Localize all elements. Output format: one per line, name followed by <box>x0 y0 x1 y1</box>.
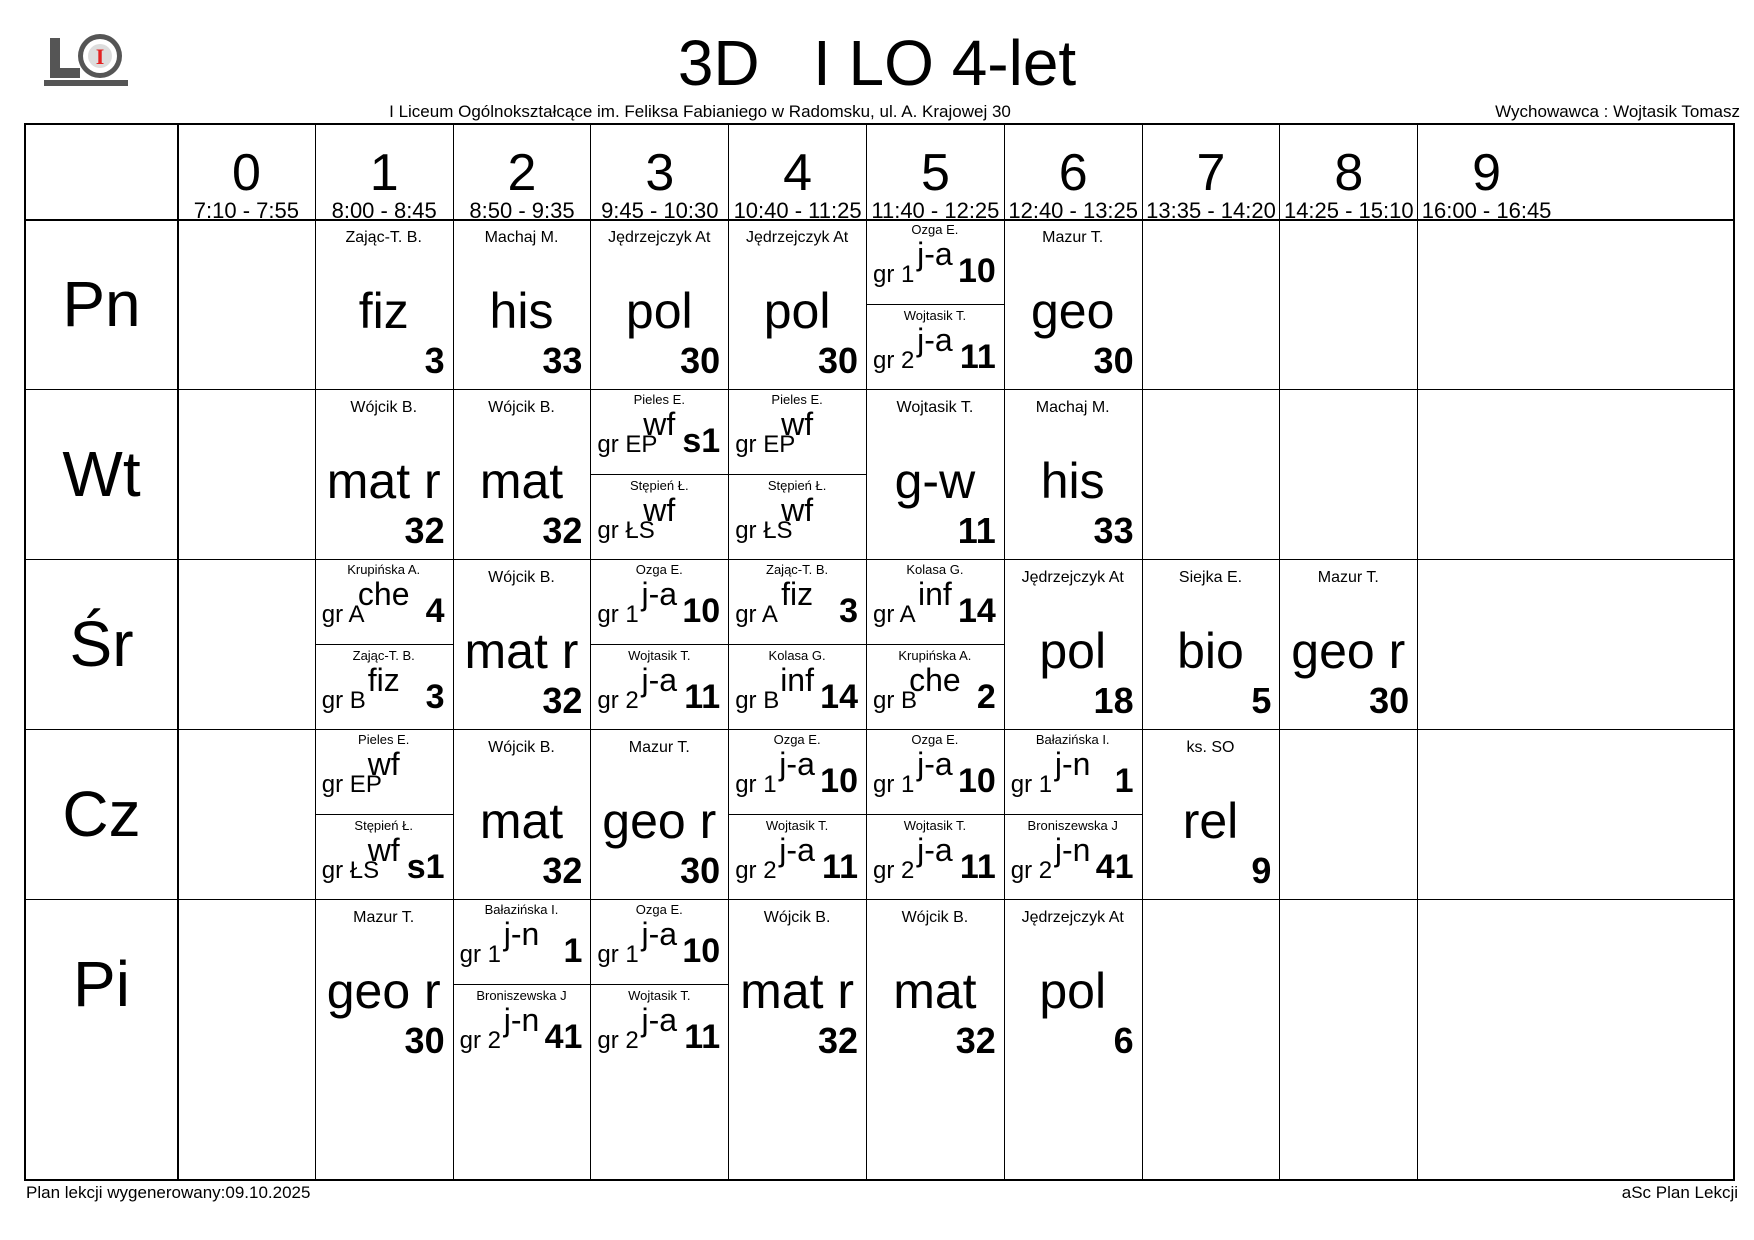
group-label: gr ŁS <box>735 517 793 544</box>
room-number: 32 <box>542 510 583 551</box>
lesson-group-cell <box>728 474 866 559</box>
teacher-name: Wojtasik T. <box>903 818 967 833</box>
teacher-name: Ozga E. <box>911 732 959 747</box>
generated-date: Plan lekcji wygenerowany:09.10.2025 <box>26 1183 311 1202</box>
grid-divider <box>1417 219 1418 1179</box>
svg-text:I: I <box>95 44 105 69</box>
room-number: 3 <box>424 340 445 381</box>
period-time: 8:50 - 9:35 <box>469 198 575 223</box>
group-label: gr B <box>873 687 918 714</box>
group-label: gr 1 <box>459 941 501 968</box>
teacher-name: Krupińska A. <box>347 562 421 577</box>
subject-name: mat <box>479 793 564 849</box>
room-number: 10 <box>682 932 721 970</box>
lesson-group-cell <box>590 474 728 559</box>
group-label: gr B <box>735 687 780 714</box>
group-label: gr ŁS <box>597 517 655 544</box>
subject-name: inf <box>918 576 952 612</box>
period-header <box>1142 125 1280 223</box>
subject-name: geo r <box>602 793 717 849</box>
period-header <box>177 125 315 223</box>
group-label: gr B <box>321 687 366 714</box>
subject-name: j-a <box>779 832 815 868</box>
timetable-grid <box>24 123 1735 1181</box>
teacher-name: Wójcik B. <box>488 399 555 416</box>
subject-name: wf <box>643 406 676 442</box>
period-time: 16:00 - 16:45 <box>1421 198 1552 223</box>
teacher-name: Krupińska A. <box>898 648 972 663</box>
group-label: gr 2 <box>735 857 777 884</box>
subject-name: j-a <box>917 832 953 868</box>
subject-name: mat r <box>464 623 579 679</box>
period-time: 13:35 - 14:20 <box>1146 198 1276 223</box>
day-label: Śr <box>69 608 134 680</box>
group-label: gr 1 <box>873 261 915 288</box>
lesson-cell <box>866 899 1004 1069</box>
teacher-name: Wojtasik T. <box>628 988 691 1003</box>
period-time: 8:00 - 8:45 <box>331 198 437 223</box>
app-name: aSc Plan Lekcji <box>1621 1183 1738 1202</box>
lesson-group-cell <box>728 559 866 644</box>
page-title: 3D I LO 4-let <box>677 27 1077 99</box>
subject-name: mat r <box>740 963 855 1019</box>
subject-name: geo r <box>326 963 441 1019</box>
teacher-name: Ozga E. <box>635 902 683 917</box>
teacher-name: Zając-T. B. <box>345 229 422 246</box>
lesson-cell <box>453 219 591 389</box>
group-label: gr EP <box>735 431 796 458</box>
room-number: 11 <box>957 510 996 551</box>
room-number: 32 <box>404 510 445 551</box>
period-number: 4 <box>783 144 813 202</box>
lesson-group-cell <box>728 729 866 814</box>
teacher-name: Mazur T. <box>628 739 690 756</box>
group-label: gr A <box>735 601 778 628</box>
subject-name: j-a <box>641 916 678 952</box>
teacher-name: Bałazińska I. <box>1035 732 1110 747</box>
period-header <box>315 125 453 223</box>
room-number: 4 <box>425 592 445 630</box>
teacher-name: Jędrzejczyk At <box>1021 909 1124 926</box>
lesson-group-cell <box>453 984 591 1069</box>
group-label: gr 2 <box>873 857 915 884</box>
subject-name: j-a <box>641 1002 678 1038</box>
subject-name: j-a <box>917 746 953 782</box>
room-number: 32 <box>817 1020 858 1061</box>
school-info: I Liceum Ogólnokształcące im. Feliksa Fabianiego w Radomsku, ul. A. Krajowej 30 <box>389 102 1011 121</box>
period-header <box>1004 125 1142 223</box>
subject-name: wf <box>367 832 400 868</box>
lesson-group-cell <box>866 219 1004 304</box>
room-number: 14 <box>820 678 858 716</box>
subject-name: fiz <box>358 283 409 339</box>
teacher-name: Wojtasik T. <box>628 648 691 663</box>
teacher-name: Machaj M. <box>484 229 559 246</box>
room-number: 41 <box>544 1018 583 1056</box>
lesson-cell <box>315 899 453 1069</box>
lesson-cell <box>590 219 728 389</box>
room-number: 1 <box>1114 762 1134 800</box>
subject-name: his <box>489 283 554 339</box>
teacher-name: Kolasa G. <box>768 648 826 663</box>
subject-name: j-n <box>503 916 540 952</box>
lesson-cell <box>315 389 453 559</box>
subject-name: j-a <box>917 322 953 358</box>
lesson-cell <box>728 899 866 1069</box>
teacher-name: Stępień Ł. <box>630 478 689 493</box>
lesson-cell <box>866 389 1004 559</box>
room-number: 30 <box>680 850 721 891</box>
teacher-name: Wojtasik T. <box>896 399 974 416</box>
teacher-name: Wójcik B. <box>350 399 418 416</box>
subject-name: mat <box>893 963 977 1019</box>
lesson-group-cell <box>866 814 1004 899</box>
teacher-name: Wojtasik T. <box>903 308 967 323</box>
class-tutor: Wychowawca : Wojtasik Tomasz <box>1495 102 1740 121</box>
room-number: 11 <box>959 848 996 886</box>
day-label: Cz <box>62 778 141 850</box>
teacher-name: Wójcik B. <box>488 739 555 756</box>
room-number: 32 <box>955 1020 996 1061</box>
teacher-name: Broniszewska J <box>476 988 567 1003</box>
group-label: gr 2 <box>1010 857 1053 884</box>
group-label: gr 1 <box>1010 771 1053 798</box>
period-number: 8 <box>1334 144 1364 202</box>
group-label: gr 1 <box>735 771 777 798</box>
subject-name: j-n <box>1054 832 1091 868</box>
teacher-name: Zając-T. B. <box>352 648 415 663</box>
lesson-group-cell <box>1004 729 1142 814</box>
lesson-group-cell <box>866 729 1004 814</box>
lesson-group-cell <box>728 389 866 474</box>
room-number: 9 <box>1251 850 1272 891</box>
subject-name: his <box>1040 453 1105 509</box>
subject-name: g-w <box>894 453 976 509</box>
lesson-group-cell <box>590 559 728 644</box>
lesson-group-cell <box>315 729 453 814</box>
teacher-name: Ozga E. <box>773 732 821 747</box>
group-label: gr A <box>873 601 916 628</box>
period-number: 2 <box>507 144 537 202</box>
teacher-name: Wojtasik T. <box>765 818 829 833</box>
period-header <box>866 125 1004 223</box>
room-number: 30 <box>1093 340 1134 381</box>
subject-name: inf <box>780 662 814 698</box>
subject-name: j-a <box>641 576 678 612</box>
lesson-cell <box>453 389 591 559</box>
group-label: gr EP <box>321 771 382 798</box>
teacher-name: Jędrzejczyk At <box>1021 569 1124 586</box>
room-number: 30 <box>817 340 858 381</box>
period-number: 5 <box>920 144 950 202</box>
period-header <box>1279 125 1417 223</box>
room-number: 30 <box>404 1020 445 1061</box>
teacher-name: Pieles E. <box>633 392 685 407</box>
teacher-name: Pieles E. <box>358 732 410 747</box>
lesson-group-cell <box>866 304 1004 389</box>
subject-name: mat <box>479 453 564 509</box>
lesson-group-cell <box>590 984 728 1069</box>
period-time: 14:25 - 15:10 <box>1283 198 1414 223</box>
teacher-name: Mazur T. <box>1317 569 1379 586</box>
lesson-cell <box>1279 559 1417 729</box>
room-number: 14 <box>957 592 996 630</box>
lesson-group-cell <box>590 389 728 474</box>
subject-name: bio <box>1177 623 1244 679</box>
group-label: gr 1 <box>597 941 639 968</box>
subject-name: pol <box>1039 963 1107 1019</box>
group-label: gr A <box>321 601 365 628</box>
room-number: 11 <box>684 678 721 716</box>
teacher-name: Zając-T. B. <box>766 562 829 577</box>
period-time: 10:40 - 11:25 <box>733 198 862 223</box>
lesson-cell <box>1142 729 1280 899</box>
group-label: gr 2 <box>597 1027 639 1054</box>
room-number: 1 <box>563 932 583 970</box>
period-time: 11:40 - 12:25 <box>871 198 1000 223</box>
room-number: 3 <box>839 592 858 630</box>
subject-name: wf <box>643 492 676 528</box>
group-label: gr 2 <box>597 687 639 714</box>
group-label: gr 1 <box>597 601 639 628</box>
teacher-name: Bałazińska I. <box>484 902 559 917</box>
room-number: s1 <box>682 422 721 460</box>
room-number: 32 <box>542 850 583 891</box>
lesson-cell <box>1004 899 1142 1069</box>
subject-name: fiz <box>781 576 814 612</box>
room-number: 3 <box>425 678 445 716</box>
group-label: gr ŁS <box>321 857 380 884</box>
teacher-name: Jędrzejczyk At <box>608 229 711 246</box>
period-time: 12:40 - 13:25 <box>1008 198 1139 223</box>
group-label: gr 2 <box>873 347 915 374</box>
subject-name: j-a <box>917 236 953 272</box>
period-header <box>1417 125 1555 223</box>
period-number: 1 <box>369 144 399 202</box>
period-number: 0 <box>231 144 261 202</box>
lesson-cell <box>453 729 591 899</box>
group-label: gr 1 <box>873 771 915 798</box>
subject-name: j-n <box>1054 746 1091 782</box>
subject-name: wf <box>781 406 814 442</box>
teacher-name: Ozga E. <box>911 222 959 237</box>
lesson-group-cell <box>866 644 1004 729</box>
subject-name: j-n <box>503 1002 540 1038</box>
lesson-group-cell <box>866 559 1004 644</box>
lesson-cell <box>453 559 591 729</box>
room-number: 41 <box>1095 848 1134 886</box>
teacher-name: Mazur T. <box>353 909 415 926</box>
lesson-cell <box>1004 559 1142 729</box>
room-number: 10 <box>957 762 996 800</box>
period-number: 7 <box>1196 144 1226 202</box>
lesson-cell <box>590 729 728 899</box>
room-number: s1 <box>406 848 445 886</box>
period-time: 9:45 - 10:30 <box>601 198 719 223</box>
period-number: 6 <box>1058 144 1088 202</box>
lesson-group-cell <box>315 644 453 729</box>
lesson-group-cell <box>453 899 591 984</box>
room-number: 11 <box>959 338 996 376</box>
group-label: gr EP <box>597 431 658 458</box>
subject-name: pol <box>625 283 693 339</box>
teacher-name: Ozga E. <box>635 562 683 577</box>
teacher-name: Broniszewska J <box>1027 818 1118 833</box>
room-number: 32 <box>542 680 583 721</box>
period-number: 9 <box>1472 144 1502 202</box>
teacher-name: Wójcik B. <box>488 569 555 586</box>
teacher-name: Stępień Ł. <box>354 818 413 833</box>
period-number: 3 <box>645 144 675 202</box>
subject-name: geo r <box>1291 623 1406 679</box>
lesson-cell <box>1004 389 1142 559</box>
room-number: 18 <box>1093 680 1134 721</box>
subject-name: geo <box>1030 283 1115 339</box>
room-number: 11 <box>822 848 858 886</box>
lesson-group-cell <box>590 644 728 729</box>
room-number: 11 <box>684 1018 721 1056</box>
subject-name: che <box>357 576 410 612</box>
subject-name: rel <box>1182 793 1239 849</box>
room-number: 33 <box>1093 510 1134 551</box>
room-number: 10 <box>957 252 996 290</box>
day-label: Pn <box>62 268 141 340</box>
room-number: 2 <box>976 678 996 716</box>
grid-divider <box>177 125 179 1179</box>
teacher-name: Mazur T. <box>1042 229 1104 246</box>
subject-name: pol <box>763 283 831 339</box>
room-number: 6 <box>1113 1020 1134 1061</box>
period-header <box>590 125 728 223</box>
period-header <box>728 125 866 223</box>
teacher-name: Jędrzejczyk At <box>745 229 849 246</box>
period-time: 7:10 - 7:55 <box>193 198 299 223</box>
room-number: 33 <box>542 340 583 381</box>
room-number: 10 <box>820 762 858 800</box>
lesson-group-cell <box>315 814 453 899</box>
lesson-group-cell <box>315 559 453 644</box>
lesson-group-cell <box>1004 814 1142 899</box>
subject-name: fiz <box>367 662 400 698</box>
lesson-group-cell <box>728 644 866 729</box>
teacher-name: Stępień Ł. <box>767 478 827 493</box>
lesson-cell <box>1004 219 1142 389</box>
lesson-cell <box>1142 559 1280 729</box>
day-label: Pi <box>73 948 130 1020</box>
teacher-name: Siejka E. <box>1178 569 1243 586</box>
group-label: gr 2 <box>459 1027 501 1054</box>
lesson-group-cell <box>728 814 866 899</box>
teacher-name: Wójcik B. <box>901 909 969 926</box>
subject-name: wf <box>781 492 814 528</box>
teacher-name: Machaj M. <box>1035 399 1110 416</box>
period-header <box>453 125 591 223</box>
lesson-cell <box>315 219 453 389</box>
subject-name: che <box>909 662 961 698</box>
room-number: 10 <box>682 592 721 630</box>
subject-name: wf <box>367 746 400 782</box>
teacher-name: Pieles E. <box>771 392 823 407</box>
room-number: 30 <box>1369 680 1410 721</box>
teacher-name: Wójcik B. <box>763 909 831 926</box>
subject-name: j-a <box>779 746 815 782</box>
teacher-name: Kolasa G. <box>906 562 964 577</box>
room-number: 5 <box>1251 680 1272 721</box>
day-label: Wt <box>62 438 141 510</box>
teacher-name: ks. SO <box>1186 739 1235 756</box>
lesson-cell <box>728 219 866 389</box>
lesson-group-cell <box>590 899 728 984</box>
subject-name: pol <box>1039 623 1107 679</box>
subject-name: j-a <box>641 662 678 698</box>
subject-name: mat r <box>326 453 441 509</box>
room-number: 30 <box>680 340 721 381</box>
